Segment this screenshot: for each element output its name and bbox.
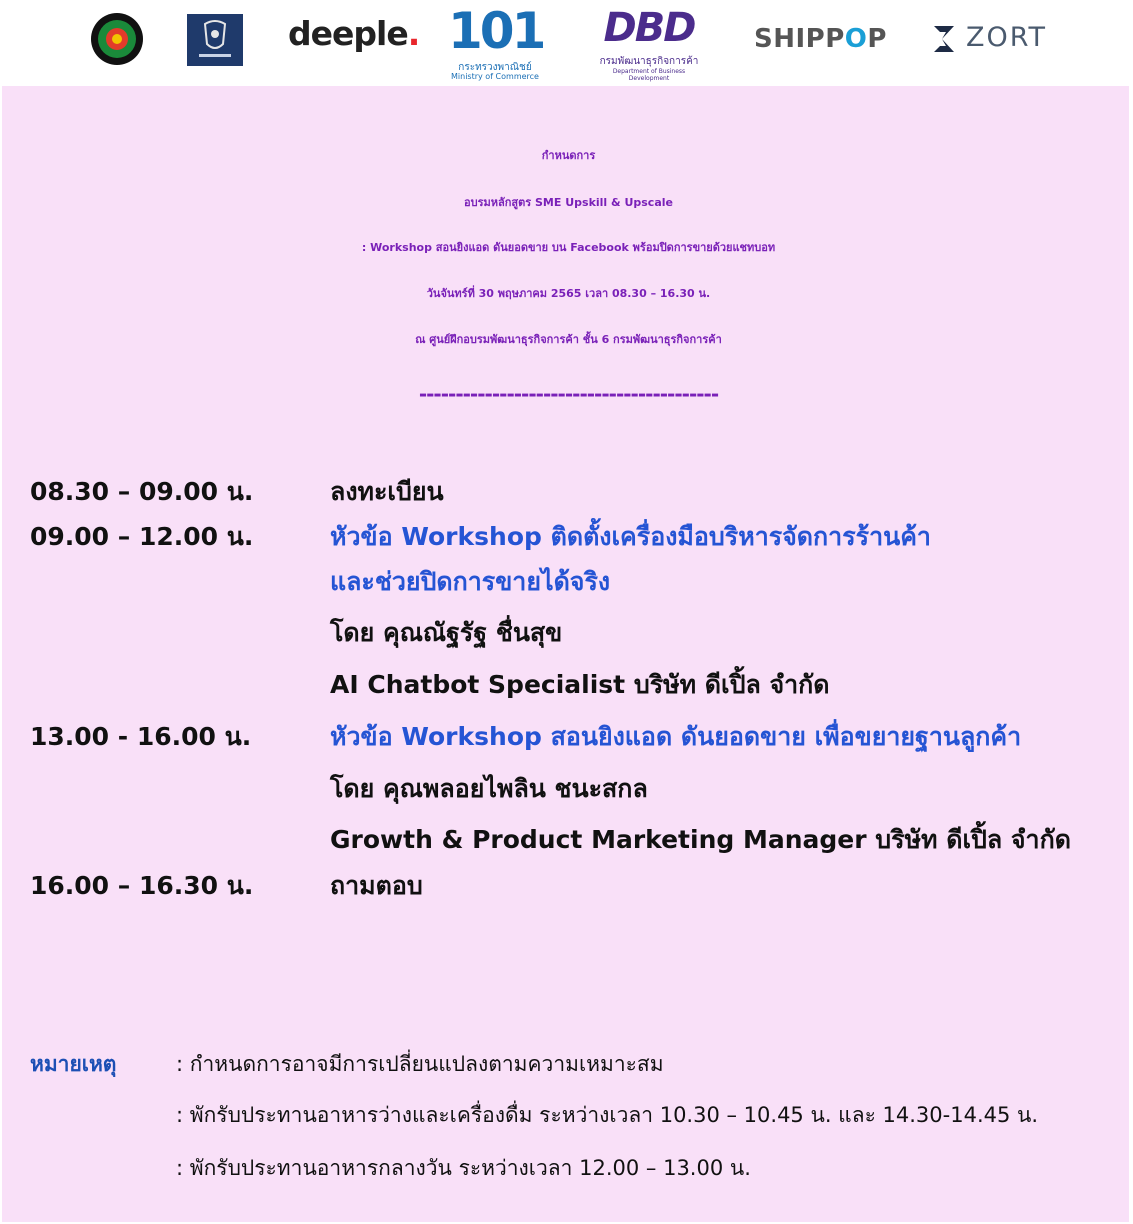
zort-logo-text: ZORT bbox=[966, 22, 1048, 53]
session-2-speaker: โดย คุณณัฐรัฐ ชื่นสุข bbox=[330, 618, 563, 647]
session-3-speaker-role: Growth & Product Marketing Manager บริษัท ดีเปิ้ล จำกัด bbox=[330, 825, 1071, 854]
session-3-speaker: โดย คุณพลอยไพลิน ชนะสกล bbox=[330, 774, 648, 803]
crest-seal-logo bbox=[187, 14, 243, 66]
event-venue: ณ ศูนย์ฝึกอบรมพัฒนาธุรกิจการค้า ชั้น 6 กรมพัฒนาธุรกิจการค้า bbox=[415, 333, 722, 346]
session-4-time: 16.00 – 16.30 น. bbox=[30, 871, 254, 900]
session-2-title-line1: หัวข้อ Workshop ติดตั้งเครื่องมือบริหารจัดการร้านค้า bbox=[330, 522, 931, 551]
dak-galbi-logo-icon bbox=[90, 12, 144, 66]
sponsor-logo-bar bbox=[0, 0, 1133, 86]
header-divider: ----------------------------------------- bbox=[418, 382, 719, 406]
remark-1: : กำหนดการอาจมีการเปลี่ยนแปลงตามความเหมาะสม bbox=[176, 1052, 664, 1076]
remark-2: : พักรับประทานอาหารว่างและเครื่องดื่ม ระหว่างเวลา 10.30 – 10.45 น. และ 14.30-14.45 น. bbox=[176, 1103, 1039, 1127]
crest-icon bbox=[187, 14, 243, 66]
session-1-time: 08.30 – 09.00 น. bbox=[30, 477, 254, 506]
session-3-title: หัวข้อ Workshop สอนยิงแอด ดันยอดขาย เพื่อขยายฐานลูกค้า bbox=[330, 722, 1022, 751]
remarks-label: หมายเหตุ bbox=[30, 1052, 117, 1076]
shippop-logo-text-b: P bbox=[867, 24, 887, 54]
dbd-logo bbox=[594, 4, 704, 80]
dak-galbi-logo bbox=[90, 12, 144, 66]
zort-mark-icon bbox=[932, 24, 958, 54]
agenda-heading: กำหนดการ bbox=[541, 149, 596, 162]
course-title: อบรมหลักสูตร SME Upskill & Upscale bbox=[464, 196, 673, 209]
deeple-logo-dot: . bbox=[407, 14, 420, 53]
moc-logo-english: Ministry of Commerce bbox=[451, 72, 539, 81]
zort-logo bbox=[932, 22, 1048, 58]
session-2-time: 09.00 – 12.00 น. bbox=[30, 522, 254, 551]
session-1-title: ลงทะเบียน bbox=[330, 477, 444, 506]
shippop-logo bbox=[754, 24, 887, 54]
moc-logo-thai: กระทรวงพาณิชย์ bbox=[458, 62, 532, 73]
remark-3: : พักรับประทานอาหารกลางวัน ระหว่างเวลา 12.00 – 13.00 น. bbox=[176, 1156, 751, 1180]
ministry-of-commerce-logo bbox=[448, 2, 542, 82]
workshop-title: : Workshop สอนยิงแอด ดันยอดขาย บน Facebook พร้อมปิดการขายด้วยแชทบอท bbox=[361, 241, 776, 254]
dbd-logo-english: Department of Business Development bbox=[612, 68, 686, 82]
session-4-title: ถามตอบ bbox=[330, 871, 423, 900]
session-2-title-line2: และช่วยปิดการขายได้จริง bbox=[330, 567, 611, 596]
deeple-logo-text: deeple bbox=[288, 14, 408, 53]
dbd-logo-thai: กรมพัฒนาธุรกิจการค้า bbox=[599, 56, 699, 67]
session-3-time: 13.00 - 16.00 น. bbox=[30, 722, 252, 751]
deeple-logo bbox=[288, 14, 419, 53]
agenda-panel bbox=[2, 86, 1129, 1222]
event-date-time: วันจันทร์ที่ 30 พฤษภาคม 2565 เวลา 08.30 – 16.30 น. bbox=[426, 287, 711, 300]
shippop-logo-o: O bbox=[844, 24, 868, 54]
session-2-speaker-role: AI Chatbot Specialist บริษัท ดีเปิ้ล จำกัด bbox=[330, 670, 830, 699]
shippop-logo-text-a: SHIPP bbox=[754, 24, 845, 54]
moc-logo-number: 101 bbox=[448, 2, 544, 60]
dbd-logo-word: DBD bbox=[603, 5, 695, 51]
